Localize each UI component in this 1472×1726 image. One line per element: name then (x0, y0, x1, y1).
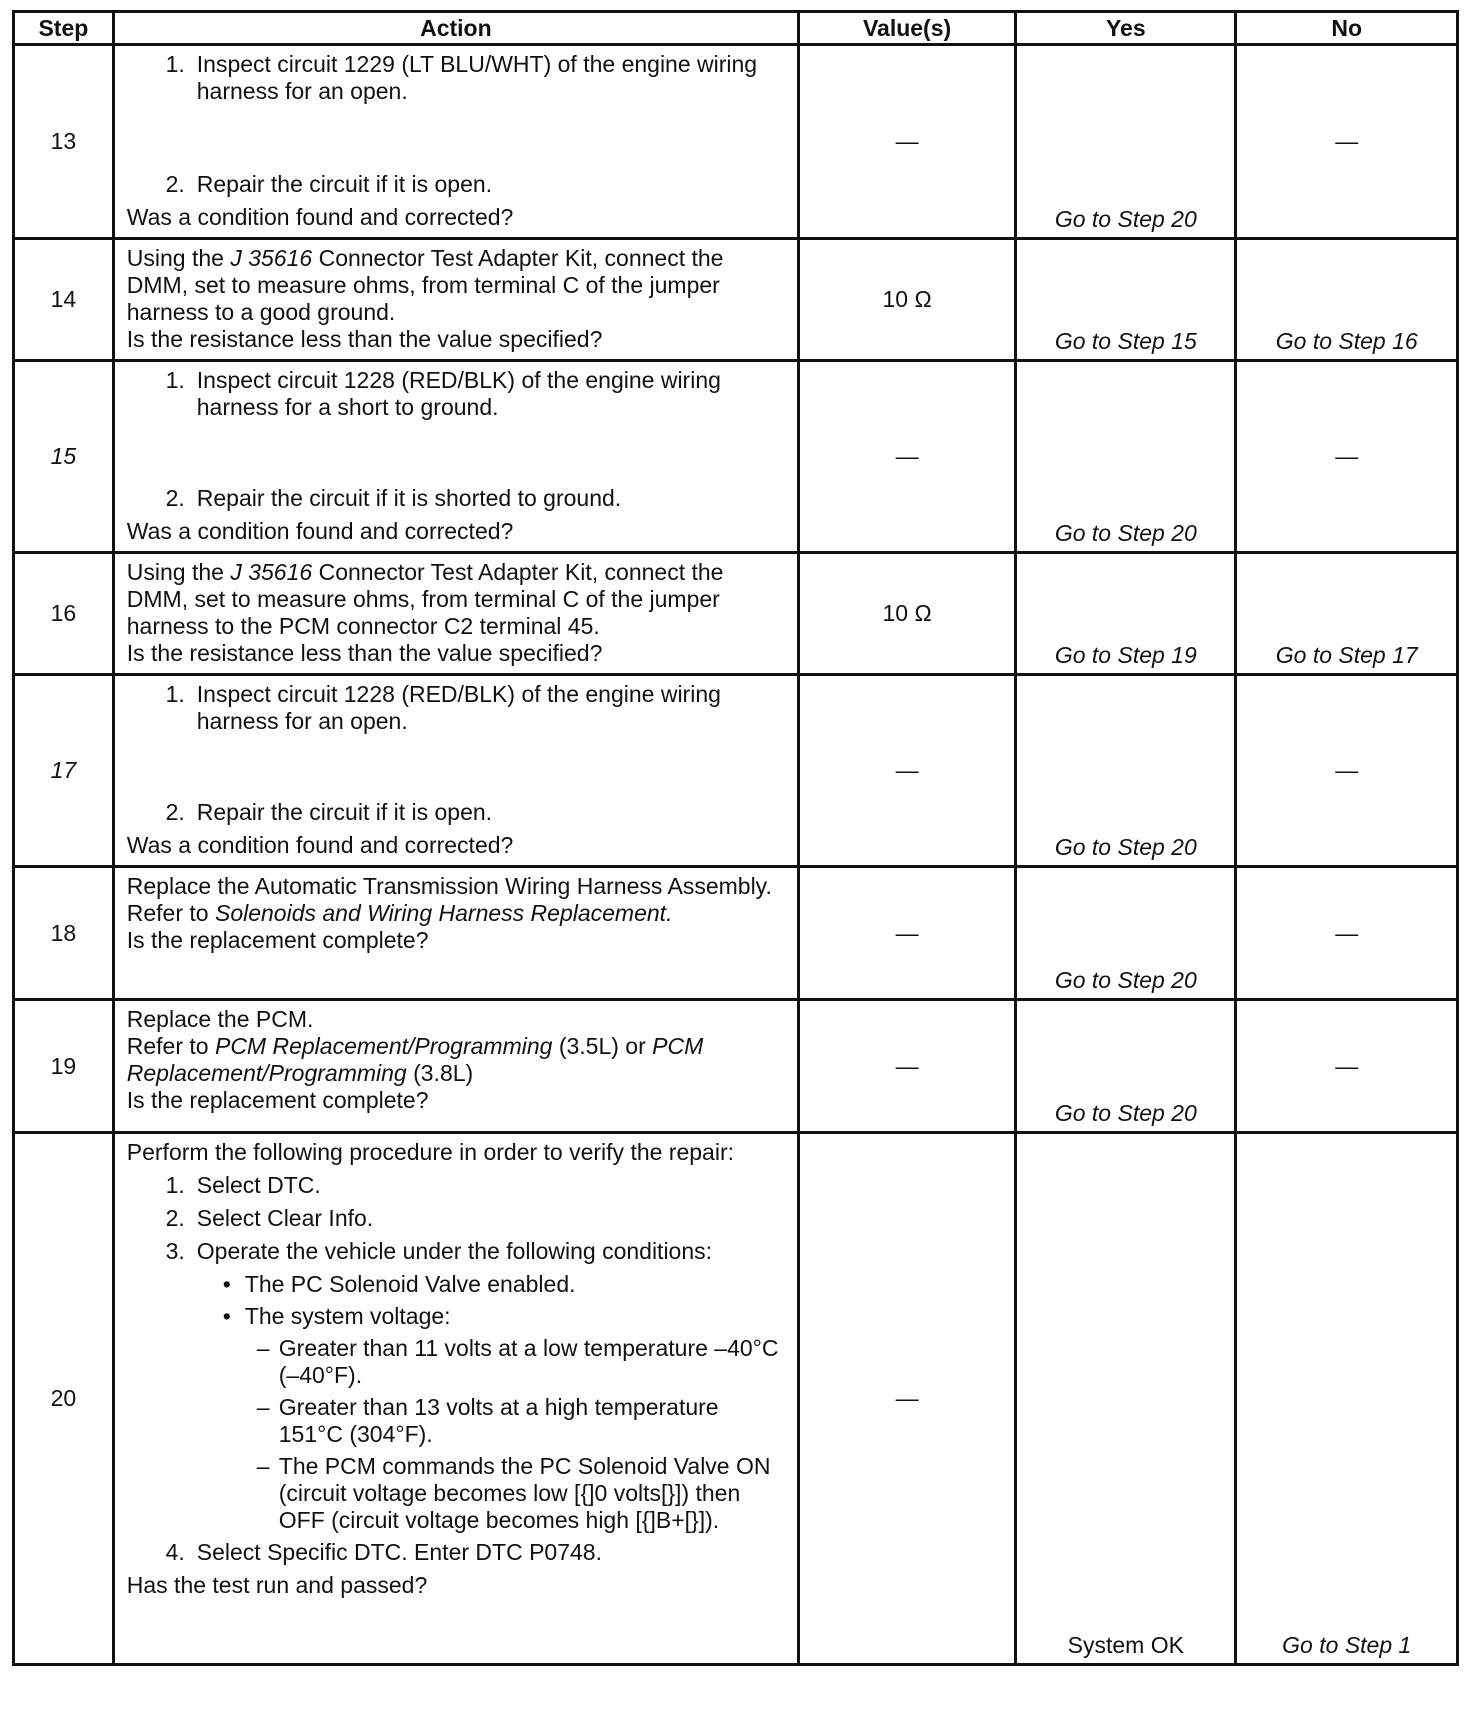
reference-post: (3.8L) (406, 1060, 474, 1086)
yes-cell (1016, 239, 1236, 361)
question: Was a condition found and corrected? (126, 204, 514, 230)
list-number: 2. (165, 799, 185, 825)
yes-cell (1016, 867, 1236, 1000)
value-cell: — (799, 361, 1016, 553)
no-cell (1236, 553, 1458, 675)
list-number: 1. (165, 51, 185, 77)
value-cell: — (799, 1000, 1016, 1133)
bullet-item: The system voltage: (244, 1303, 451, 1329)
list-item: Inspect circuit 1228 (RED/BLK) of the engine wiring harness for a short to ground. (196, 367, 721, 420)
list-item: Repair the circuit if it is open. (196, 799, 493, 825)
tool-name: J 35616 (230, 559, 313, 585)
value-cell: — (799, 867, 1016, 1000)
step-number-text: 17 (50, 757, 77, 783)
no-cell: — (1236, 45, 1458, 239)
table-row (14, 867, 1458, 1000)
instruction-body: Connector Test Adapter Kit, connect the DMM, set to measure ohms, from terminal C of the jumper harness to a good ground. (126, 245, 724, 325)
reference-text (127, 1033, 789, 1087)
reference-text (127, 900, 789, 927)
diagnostic-table (12, 10, 1459, 1666)
action-cell (113, 1000, 798, 1133)
action-cell (113, 361, 798, 553)
list-number: 2. (165, 171, 185, 197)
yes-link: Go to Step 20 (1054, 834, 1197, 860)
header-yes: Yes (1016, 12, 1236, 45)
action-cell (113, 553, 798, 675)
step-number: 20 (14, 1133, 114, 1665)
table-row (14, 675, 1458, 867)
tool-name: J 35616 (230, 245, 313, 271)
value-cell: 10 Ω (799, 553, 1016, 675)
no-cell: — (1236, 867, 1458, 1000)
yes-link: Go to Step 20 (1054, 1100, 1197, 1126)
list-number: 3. (165, 1238, 185, 1264)
action-cell (113, 239, 798, 361)
reference-pre: Refer to (126, 900, 215, 926)
instruction-text (127, 559, 789, 640)
question: Is the resistance less than the value specified? (126, 326, 603, 352)
sub-item: Greater than 11 volts at a low temperature –40°C (–40°F). (278, 1335, 779, 1388)
sub-item: Greater than 13 volts at a high temperature 151°C (304°F). (278, 1394, 719, 1447)
yes-cell (1016, 361, 1236, 553)
no-cell: — (1236, 361, 1458, 553)
yes-cell (1016, 553, 1236, 675)
yes-link: Go to Step 20 (1054, 206, 1197, 232)
value-cell: — (799, 1133, 1016, 1665)
no-cell: — (1236, 1000, 1458, 1133)
value-cell: 10 Ω (799, 239, 1016, 361)
table-row (14, 45, 1458, 239)
yes-cell (1016, 1000, 1236, 1133)
reference-link: PCM Replacement/Programming (214, 1033, 553, 1059)
list-item: Repair the circuit if it is shorted to ground. (196, 485, 622, 511)
no-cell: — (1236, 675, 1458, 867)
step-number: 16 (14, 553, 114, 675)
list-number: 2. (165, 1205, 185, 1231)
list-number: 1. (165, 367, 185, 393)
question: Is the resistance less than the value specified? (126, 640, 603, 666)
header-action: Action (113, 12, 798, 45)
yes-link: Go to Step 20 (1054, 967, 1197, 993)
question: Was a condition found and corrected? (126, 832, 514, 858)
step-number: 18 (14, 867, 114, 1000)
no-link: Go to Step 17 (1275, 642, 1418, 668)
action-cell (113, 1133, 798, 1665)
question: Has the test run and passed? (126, 1572, 428, 1598)
bullet-item: The PC Solenoid Valve enabled. (244, 1271, 576, 1297)
list-item: Inspect circuit 1229 (LT BLU/WHT) of the engine wiring harness for an open. (196, 51, 758, 104)
list-number: 4. (165, 1539, 185, 1565)
reference-mid: (3.5L) or (552, 1033, 653, 1059)
yes-cell (1016, 675, 1236, 867)
table-row (14, 239, 1458, 361)
instruction-pre: Using the (126, 245, 231, 271)
list-item: Operate the vehicle under the following conditions: (196, 1238, 713, 1264)
action-cell (113, 45, 798, 239)
dash-mark: – (256, 1394, 270, 1420)
diagnostic-table-sheet (12, 10, 1459, 1666)
list-item: Repair the circuit if it is open. (196, 171, 493, 197)
instruction-body: Connector Test Adapter Kit, connect the DMM, set to measure ohms, from terminal C of the jumper harness to the PCM connector C2 terminal 45. (126, 559, 724, 639)
question: Was a condition found and corrected? (126, 518, 514, 544)
list-item: Select DTC. (196, 1172, 321, 1198)
question: Is the replacement complete? (126, 1087, 429, 1113)
yes-link: Go to Step 20 (1054, 520, 1197, 546)
list-number: 1. (165, 681, 185, 707)
no-link: Go to Step 1 (1282, 1632, 1412, 1658)
bullet-mark: • (222, 1271, 231, 1297)
reference-link: PCM Replacement/Programming (126, 1033, 704, 1086)
dash-mark: – (256, 1335, 270, 1361)
value-cell: — (799, 675, 1016, 867)
no-cell (1236, 1133, 1458, 1665)
table-row (14, 553, 1458, 675)
list-item: Inspect circuit 1228 (RED/BLK) of the engine wiring harness for an open. (196, 681, 721, 734)
list-item: Select Clear Info. (196, 1205, 374, 1231)
header-step: Step (14, 12, 114, 45)
no-cell (1236, 239, 1458, 361)
instruction-text: Replace the PCM. (126, 1006, 314, 1032)
table-row (14, 361, 1458, 553)
bullet-mark: • (222, 1303, 231, 1329)
question: Is the replacement complete? (126, 927, 429, 953)
yes-cell (1016, 45, 1236, 239)
action-cell (113, 867, 798, 1000)
yes-link: Go to Step 19 (1054, 642, 1197, 668)
header-values: Value(s) (799, 12, 1016, 45)
reference-pre: Refer to (126, 1033, 215, 1059)
table-row (14, 1133, 1458, 1665)
header-no: No (1236, 12, 1458, 45)
action-cell (113, 675, 798, 867)
sub-item: The PCM commands the PC Solenoid Valve ON (circuit voltage becomes low [{]0 volts[}]) then OFF (circuit voltage becomes high [{]B+[}]). (278, 1453, 771, 1533)
step-number: 13 (14, 45, 114, 239)
list-number: 1. (165, 1172, 185, 1198)
instruction-text (127, 245, 789, 326)
step-number: 19 (14, 1000, 114, 1133)
reference-link: Solenoids and Wiring Harness Replacement. (214, 900, 673, 926)
list-item: Select Specific DTC. Enter DTC P0748. (196, 1539, 602, 1565)
step-number (14, 361, 114, 553)
step-number: 14 (14, 239, 114, 361)
dash-mark: – (256, 1453, 270, 1479)
header-row (14, 12, 1458, 45)
no-link: Go to Step 16 (1275, 328, 1418, 354)
instruction-pre: Using the (126, 559, 231, 585)
instruction-intro: Perform the following procedure in order to verify the repair: (126, 1139, 734, 1165)
step-number-text: 15 (50, 443, 77, 469)
value-cell: — (799, 45, 1016, 239)
instruction-text: Replace the Automatic Transmission Wiring Harness Assembly. (126, 873, 772, 899)
list-number: 2. (165, 485, 185, 511)
yes-cell: System OK (1016, 1133, 1236, 1665)
table-row (14, 1000, 1458, 1133)
yes-link: Go to Step 15 (1054, 328, 1197, 354)
step-number (14, 675, 114, 867)
